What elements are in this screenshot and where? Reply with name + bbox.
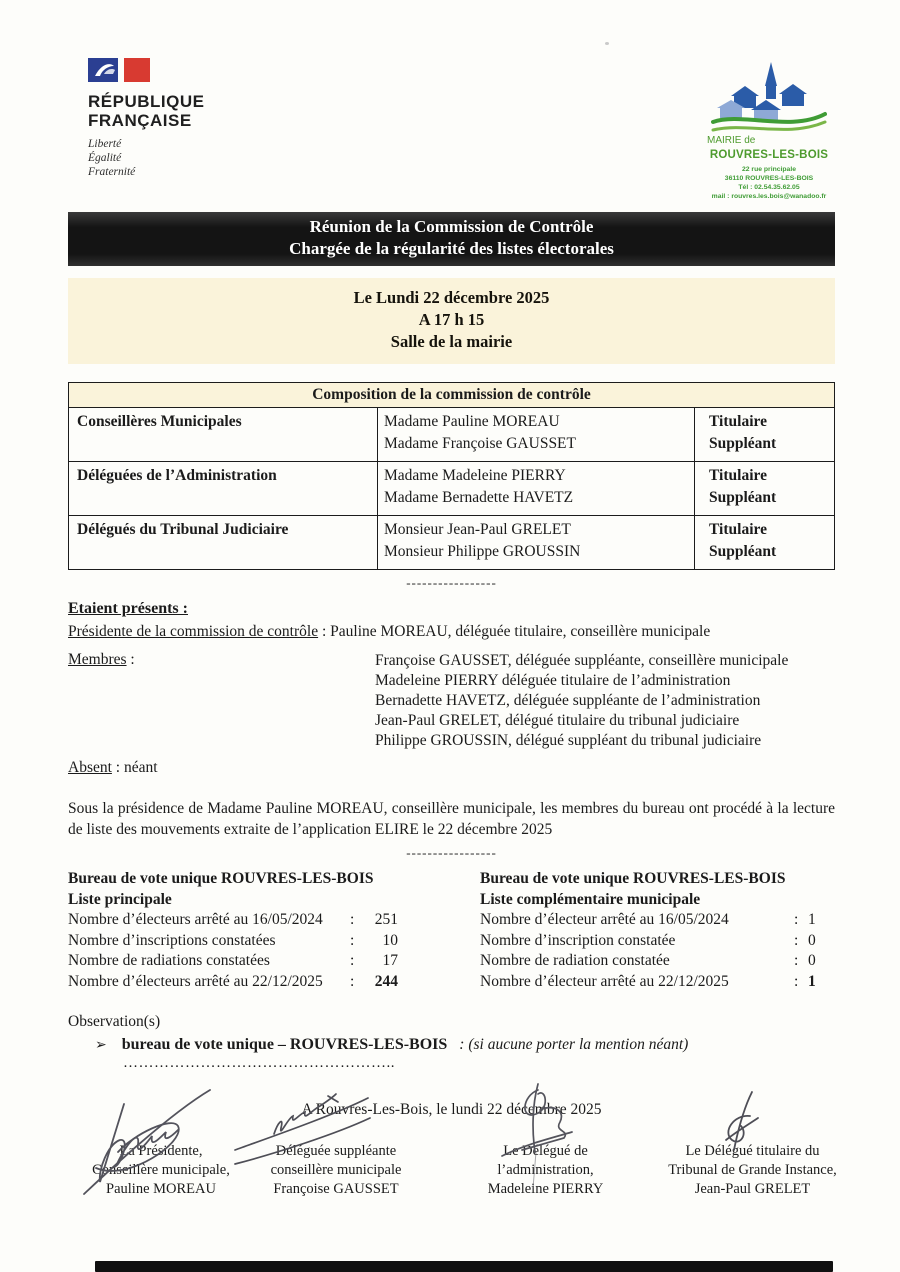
observations-heading: Observation(s) — [68, 1013, 161, 1030]
names-cell — [378, 516, 695, 570]
member-item: Bernadette HAVETZ, déléguée suppléante de l’administration — [375, 692, 761, 709]
stats-title: Bureau de vote unique ROUVRES-LES-BOIS — [68, 870, 374, 887]
members-colon: : — [126, 651, 135, 668]
republique-francaise-logo — [88, 58, 204, 205]
names-cell — [378, 462, 695, 516]
stat-value: 251 — [374, 911, 398, 928]
meeting-banner — [68, 278, 835, 364]
stat-colon: : — [794, 911, 799, 928]
closing-place-date: A Rouvres-Les-Bois, le lundi 22 décembre 2025 — [301, 1101, 602, 1118]
stat-label: Nombre d’électeur arrêté au 22/12/2025 — [480, 972, 729, 990]
signatory-name: Madeleine PIERRY — [487, 1181, 604, 1197]
absent-label: Absent — [68, 759, 112, 776]
role-text: Déléguées de l’Administration — [77, 467, 277, 484]
meeting-place: Salle de la mairie — [390, 332, 513, 351]
table-row — [69, 408, 835, 462]
member-item: Madeleine PIERRY déléguée titulaire de l’administration — [375, 672, 731, 689]
role-text: Délégués du Tribunal Judiciaire — [77, 521, 289, 538]
meeting-date: Le Lundi 22 décembre 2025 — [353, 288, 550, 307]
signatory-name: Jean-Paul GRELET — [694, 1181, 811, 1197]
stats-subtitle: Liste complémentaire municipale — [480, 891, 701, 908]
mairie-address-line2: 36110 ROUVRES-LES-BOIS — [724, 175, 814, 182]
signature-moreau-icon — [78, 1082, 218, 1200]
role-cell — [69, 516, 378, 570]
rf-motto-fraternite: Fraternité — [88, 166, 136, 178]
mairie-mail: mail : rouvres.les.bois@wanadoo.fr — [711, 193, 827, 200]
status-text: Titulaire — [709, 521, 767, 538]
stat-label: Nombre d’électeurs arrêté au 22/12/2025 — [68, 972, 323, 990]
stat-row — [68, 951, 480, 972]
scan-speck — [605, 42, 609, 45]
mairie-name: ROUVRES-LES-BOIS — [709, 149, 829, 161]
french-flag-icon — [88, 58, 204, 88]
stat-value: 10 — [382, 931, 398, 949]
observation-note: : (si aucune porter la mention néant) — [459, 1036, 689, 1053]
stat-label: Nombre d’électeurs arrêté au 16/05/2024 — [68, 911, 323, 928]
status-cell — [695, 408, 835, 462]
president-line — [68, 623, 835, 641]
stat-label: Nombre d’inscription constatée — [480, 931, 676, 949]
member-name: Madame Madeleine PIERRY — [384, 467, 566, 484]
observation-bullet-text: bureau de vote unique – ROUVRES-LES-BOIS — [121, 1036, 448, 1053]
mairie-tel: Tél : 02.54.35.62.05 — [738, 184, 800, 191]
president-value: : Pauline MOREAU, déléguée titulaire, conseillère municipale — [318, 623, 711, 640]
stat-value: 0 — [808, 952, 816, 969]
signatory-title: Déléguée suppléante — [275, 1143, 397, 1159]
members-label-wrap — [68, 651, 375, 751]
stat-colon: : — [350, 931, 355, 949]
rf-title — [88, 92, 204, 130]
arrow-bullet-icon: ➢ — [95, 1038, 107, 1053]
mairie-address — [705, 165, 833, 201]
stat-row — [68, 910, 480, 931]
stat-colon: : — [794, 931, 799, 949]
members-list — [375, 651, 788, 751]
mairie-logo-block — [705, 60, 833, 205]
status-text: Titulaire — [709, 413, 767, 430]
role-cell — [69, 462, 378, 516]
rf-title-line1: RÉPUBLIQUE — [88, 92, 205, 111]
member-name: Madame Bernadette HAVETZ — [384, 489, 574, 506]
signature-gausset-icon — [232, 1088, 372, 1170]
member-item: Jean-Paul GRELET, délégué titulaire du tribunal judiciaire — [375, 712, 740, 729]
presents-heading: Etaient présents : — [68, 600, 188, 617]
observation-dotted-line: …………………………………………….. — [123, 1055, 395, 1071]
stat-row — [480, 910, 835, 931]
role-cell — [69, 408, 378, 462]
rf-motto-liberte: Liberté — [88, 138, 122, 150]
signatory-subtitle: Conseillère municipale, — [92, 1162, 230, 1178]
dashed-separator: ----------------- — [406, 845, 497, 860]
signature-pierry-icon — [492, 1080, 582, 1192]
mairie-address-line1: 22 rue principale — [741, 166, 797, 173]
member-name: Monsieur Jean-Paul GRELET — [384, 521, 571, 538]
status-text: Titulaire — [709, 467, 767, 484]
status-text: Suppléant — [709, 489, 777, 506]
signatory-name: Pauline MOREAU — [106, 1181, 216, 1197]
stat-label: Nombre d’inscriptions constatées — [68, 931, 276, 949]
stat-value: 1 — [808, 911, 816, 928]
stat-label: Nombre de radiation constatée — [480, 952, 670, 969]
table-row — [69, 516, 835, 570]
members-section — [68, 651, 835, 751]
composition-table — [68, 382, 835, 570]
stat-row — [480, 972, 835, 993]
signatory-subtitle: Tribunal de Grande Instance, — [668, 1162, 837, 1178]
observation-bullet — [68, 1036, 835, 1054]
rf-motto — [88, 137, 204, 179]
stat-label: Nombre de radiations constatées — [68, 952, 270, 969]
member-name: Madame Françoise GAUSSET — [384, 435, 576, 452]
signatory-subtitle: l’administration, — [497, 1162, 594, 1178]
status-text: Suppléant — [709, 543, 777, 560]
scan-bottom-bar — [95, 1261, 833, 1272]
president-label: Présidente de la commission de contrôle — [68, 623, 319, 640]
title-banner — [68, 212, 835, 266]
status-text: Suppléant — [709, 435, 777, 452]
member-name: Monsieur Philippe GROUSSIN — [384, 543, 581, 560]
intro-paragraph: Sous la présidence de Madame Pauline MOREAU, conseillère municipale, les membres du bureau ont procédé à la lecture de liste des mouvements extraite de l’application ELIRE le 22 décembre 2025 — [68, 800, 835, 838]
absent-line — [68, 759, 835, 777]
composition-table-title: Composition de la commission de contrôle — [69, 383, 835, 408]
role-text: Conseillères Municipales — [77, 413, 242, 430]
stats-subtitle: Liste principale — [68, 891, 172, 908]
mairie-label: MAIRIE de — [707, 135, 756, 146]
table-header-row — [69, 383, 835, 408]
stat-row — [480, 931, 835, 952]
title-banner-line2: Chargée de la régularité des listes électorales — [289, 239, 614, 258]
members-label: Membres — [68, 651, 127, 668]
stat-colon: : — [350, 952, 355, 969]
signatory-title: Le Délégué de — [503, 1143, 588, 1159]
member-item: Philippe GROUSSIN, délégué suppléant du tribunal judiciaire — [375, 732, 762, 749]
stat-value: 17 — [382, 952, 398, 969]
meeting-time: A 17 h 15 — [418, 310, 485, 329]
stats-title: Bureau de vote unique ROUVRES-LES-BOIS — [480, 870, 786, 887]
signatory-name: Françoise GAUSSET — [273, 1181, 399, 1197]
signatory-title: Le Délégué titulaire du — [685, 1143, 820, 1159]
stat-value: 0 — [808, 931, 816, 949]
stat-colon: : — [794, 972, 799, 990]
page-header — [68, 0, 835, 205]
stats-complementary-list — [480, 868, 835, 992]
status-cell — [695, 462, 835, 516]
table-row — [69, 462, 835, 516]
member-name: Madame Pauline MOREAU — [384, 413, 560, 430]
stat-colon: : — [350, 911, 355, 928]
stat-row — [68, 931, 480, 952]
signatory-subtitle: conseillère municipale — [270, 1162, 402, 1178]
stats-main-list — [68, 868, 480, 992]
absent-value: : néant — [111, 759, 158, 776]
stats-section — [68, 868, 835, 992]
stat-row — [480, 951, 835, 972]
stat-value: 244 — [374, 972, 398, 990]
stat-label: Nombre d’électeur arrêté au 16/05/2024 — [480, 911, 729, 928]
stat-row — [68, 972, 480, 993]
status-cell — [695, 516, 835, 570]
signatory-title: La Présidente, — [119, 1143, 203, 1159]
stat-colon: : — [350, 972, 355, 990]
names-cell — [378, 408, 695, 462]
stat-colon: : — [794, 952, 799, 969]
title-banner-line1: Réunion de la Commission de Contrôle — [309, 217, 594, 236]
signature-grelet-icon — [712, 1088, 767, 1168]
rf-title-line2: FRANÇAISE — [88, 111, 192, 130]
rf-motto-egalite: Égalité — [88, 152, 122, 164]
stat-value: 1 — [808, 972, 816, 990]
dashed-separator: ----------------- — [406, 575, 497, 590]
member-item: Françoise GAUSSET, déléguée suppléante, conseillère municipale — [375, 652, 789, 669]
